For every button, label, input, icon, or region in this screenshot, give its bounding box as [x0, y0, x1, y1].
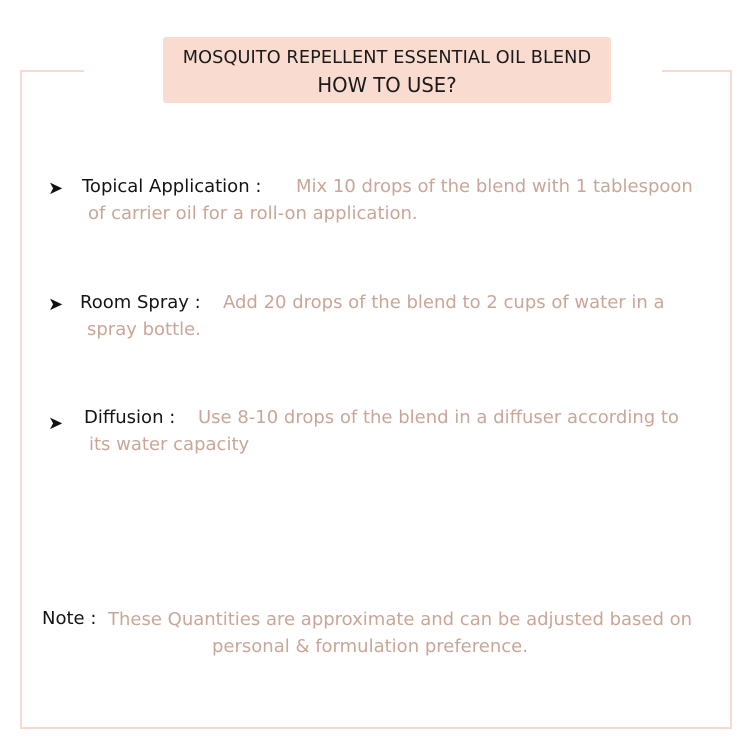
page-subtitle: HOW TO USE?	[317, 73, 457, 97]
arrow-bullet-icon: ➤	[48, 413, 64, 434]
room-spray-text-line2: spray bottle.	[87, 319, 201, 340]
room-spray-label: Room Spray :	[80, 292, 201, 313]
note-label: Note :	[42, 608, 97, 629]
topical-application-text-line1: Mix 10 drops of the blend with 1 tablespoon	[296, 176, 693, 197]
title-banner	[163, 37, 611, 103]
diffusion-label: Diffusion :	[84, 407, 176, 428]
note-text-line2: personal & formulation preference.	[212, 636, 528, 657]
page-title: MOSQUITO REPELLENT ESSENTIAL OIL BLEND	[182, 47, 592, 68]
topical-application-text-line2: of carrier oil for a roll-on application.	[88, 203, 418, 224]
arrow-bullet-icon: ➤	[48, 178, 64, 199]
diffusion-text-line1: Use 8-10 drops of the blend in a diffuser according to	[198, 407, 679, 428]
room-spray-text-line1: Add 20 drops of the blend to 2 cups of water in a	[223, 292, 665, 313]
topical-application-label: Topical Application :	[82, 176, 262, 197]
note-text-line1: These Quantities are approximate and can be adjusted based on	[108, 609, 693, 630]
page-frame	[20, 70, 732, 729]
diffusion-text-line2: its water capacity	[89, 434, 250, 455]
arrow-bullet-icon: ➤	[48, 294, 64, 315]
